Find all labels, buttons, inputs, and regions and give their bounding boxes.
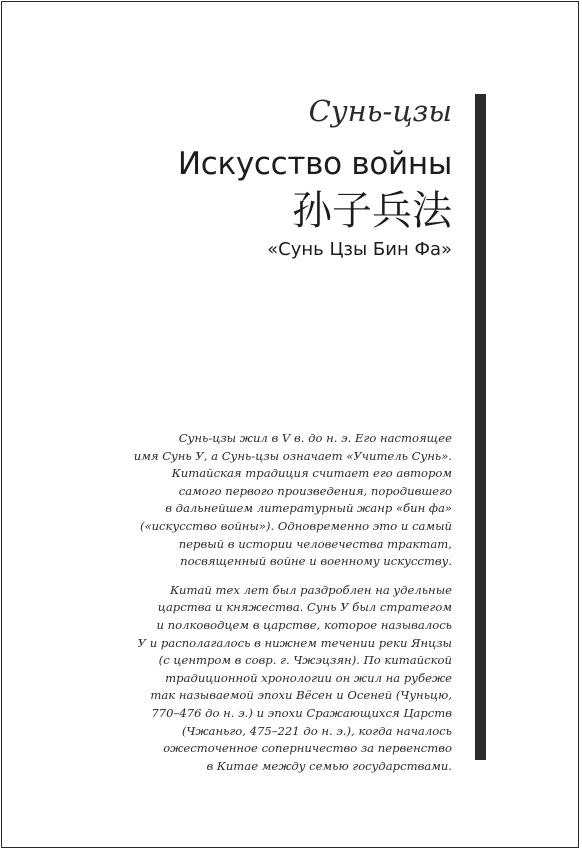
text-line: в дальнейшем литературный жанр «бин фа»: [165, 501, 452, 516]
text-line: (с центром в совр. г. Чжэцзян). По китайской: [158, 653, 452, 668]
text-line: так называемой эпохи Вёсен и Осеней (Чуньцю,: [150, 688, 452, 703]
decorative-vertical-bar: [475, 94, 486, 760]
author-name: Сунь-цзы: [308, 94, 452, 128]
text-line: традиционной хронологии он жил на рубеже: [165, 670, 452, 685]
text-line: первый в истории человечества трактат,: [178, 536, 452, 551]
text-line: посвященный войне и военному искусству.: [180, 554, 452, 569]
book-page: [1, 1, 579, 848]
text-line: (Чжаньго, 475–221 до н. э.), когда началось: [181, 723, 452, 738]
paragraph-history: [122, 582, 452, 776]
text-line: в Китае между семью государствами.: [206, 758, 452, 773]
text-line: Китай тех лет был раздроблен на удельные: [170, 582, 452, 597]
text-line: («искусство войны»). Одновременно это и самый: [139, 518, 452, 533]
text-line: У и располагалось в нижнем течении реки Янцзы: [137, 635, 452, 650]
chinese-title: 孙子兵法: [292, 188, 452, 234]
title-block: [178, 90, 452, 264]
text-line: имя Сунь У, а Сунь-цзы означает «Учитель Сунь».: [133, 448, 452, 463]
book-title: Искусство войны: [177, 146, 452, 182]
body-text: [122, 430, 452, 775]
text-line: и полководцем в царстве, которое называлось: [156, 617, 452, 632]
text-line: Китайская традиция считает его автором: [171, 466, 452, 481]
text-line: 770–476 до н. э.) и эпохи Сражающихся Царств: [151, 705, 452, 720]
text-line: царства и княжества. Сунь У был стратегом: [157, 600, 452, 615]
text-line: самого первого произведения, породившего: [178, 483, 452, 498]
paragraph-biography: [122, 430, 452, 571]
text-line: Сунь-цзы жил в V в. до н. э. Его настоящее: [178, 431, 452, 445]
title-transliteration: «Сунь Цзы Бин Фа»: [267, 239, 452, 260]
text-line: ожесточенное соперничество за первенство: [163, 741, 452, 756]
